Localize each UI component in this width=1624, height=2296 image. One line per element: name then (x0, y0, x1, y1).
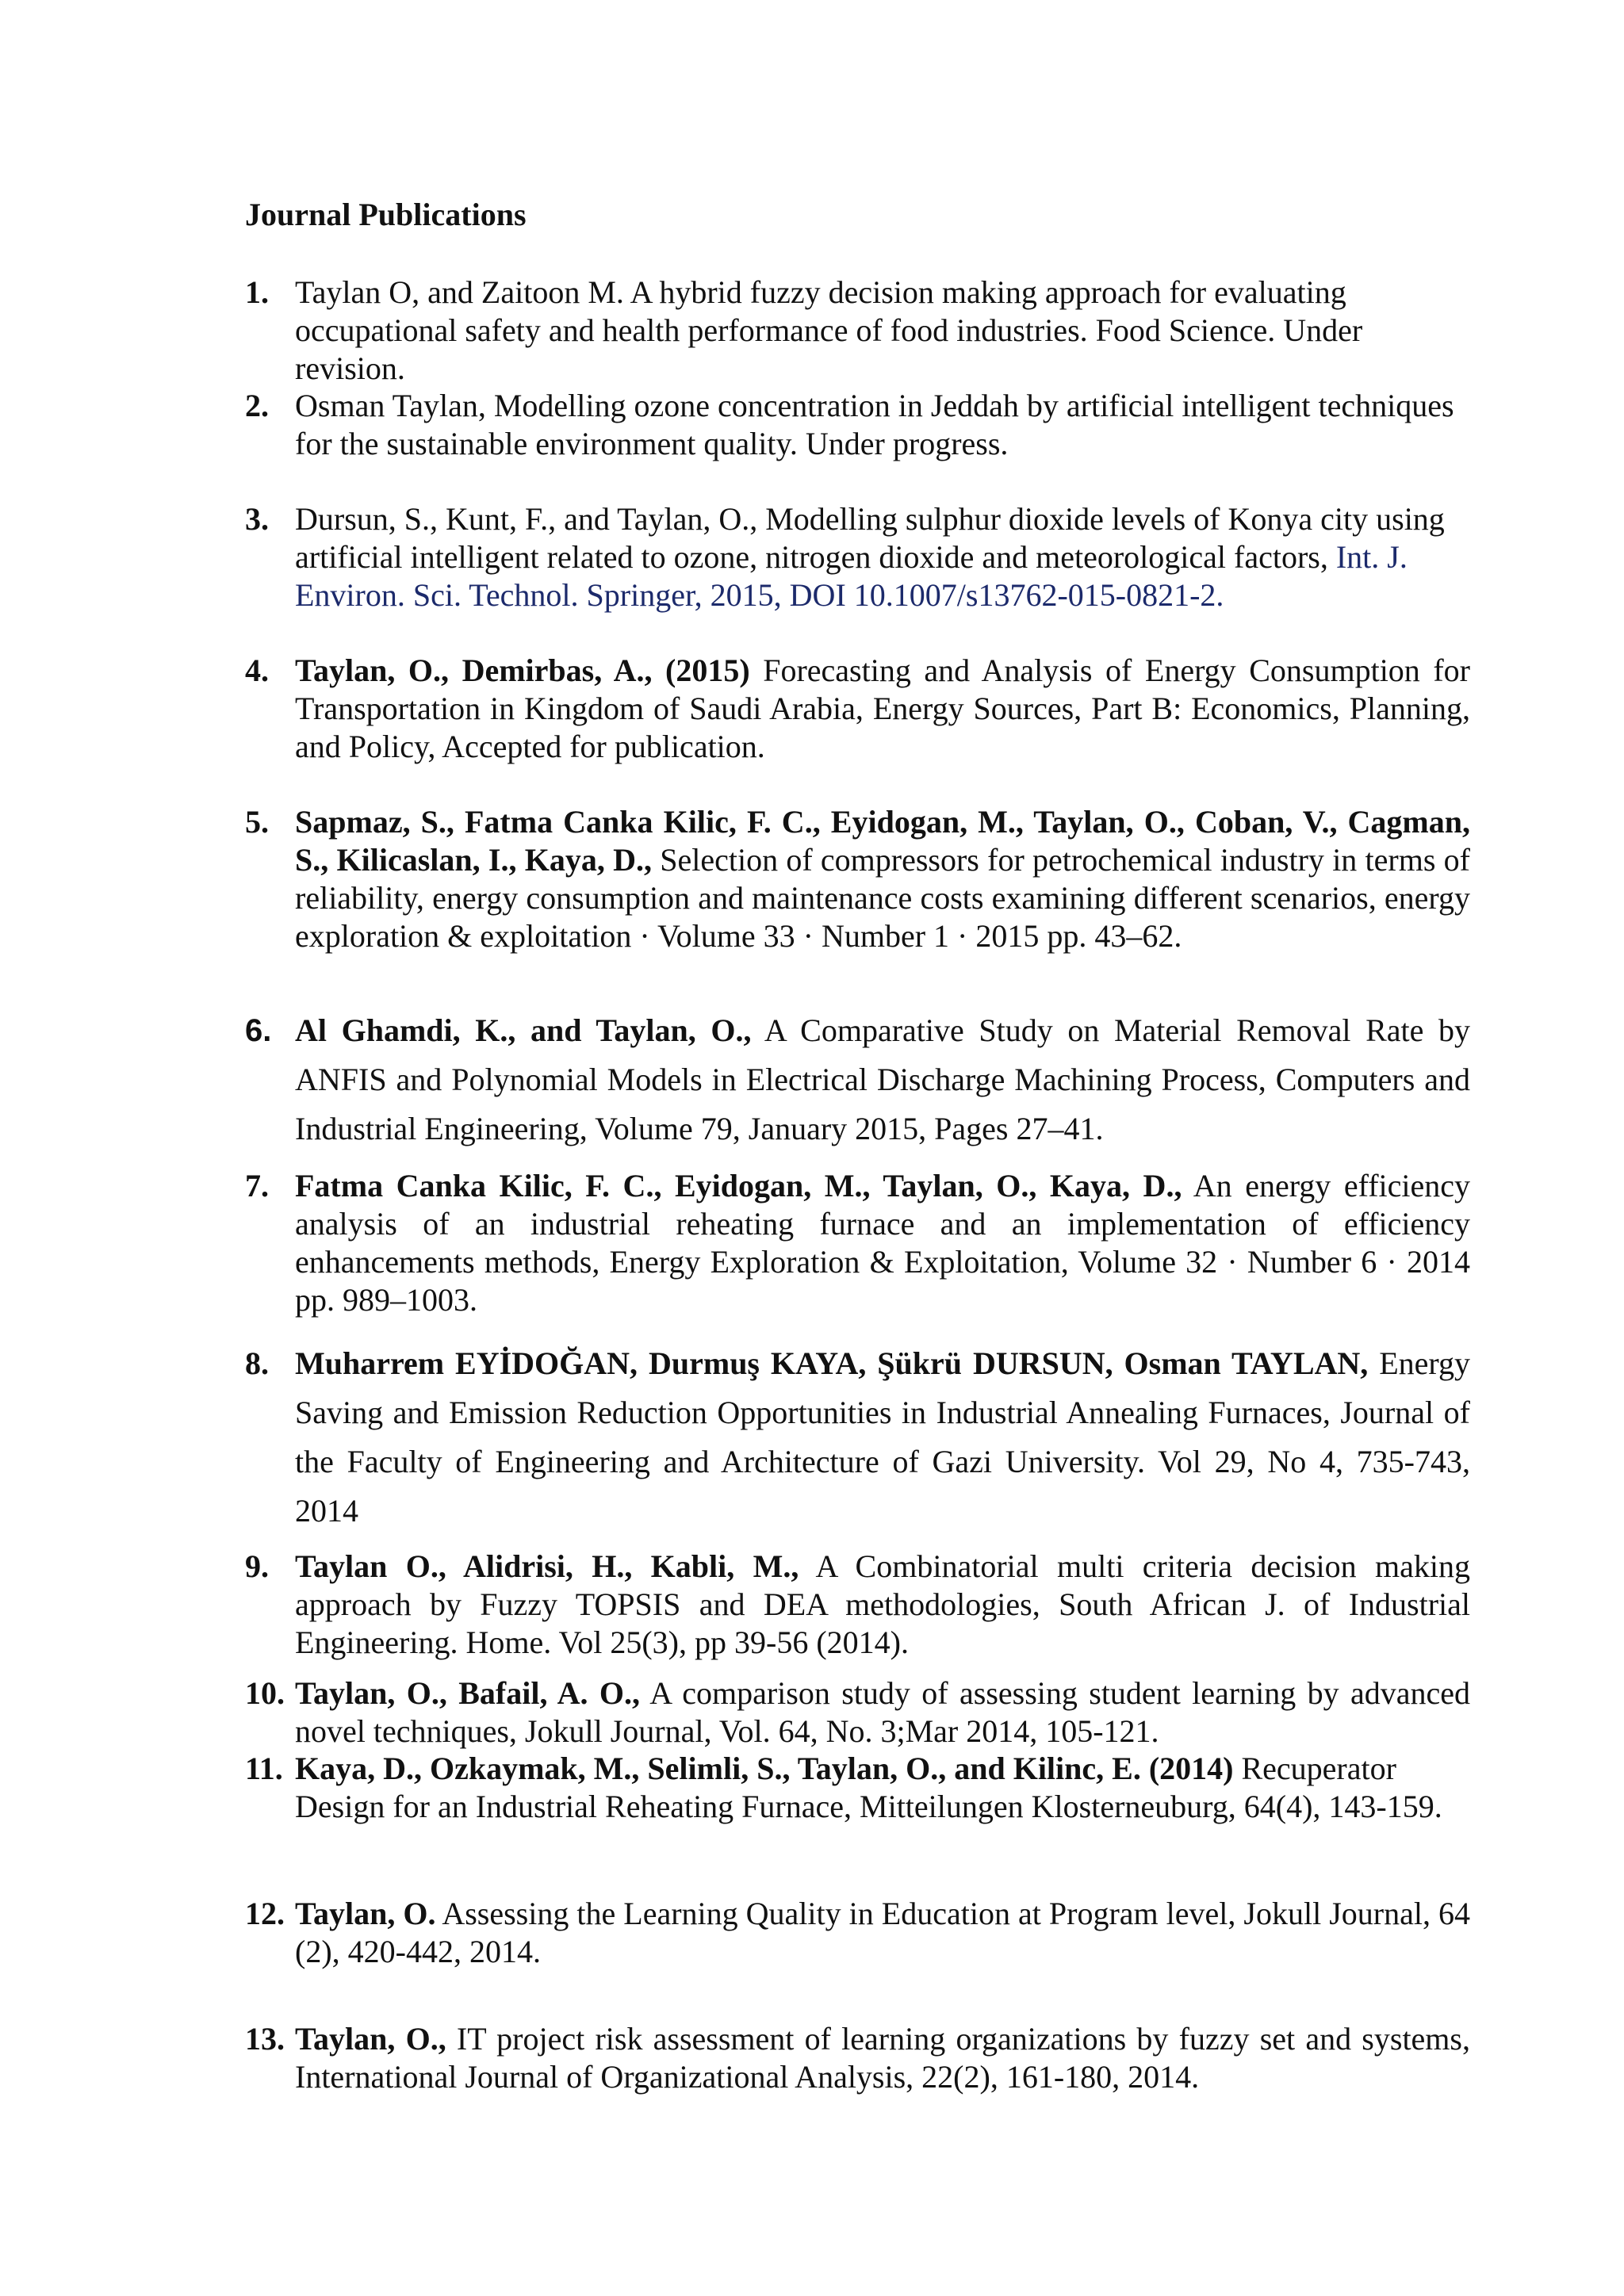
citation-authors: Taylan, O., Demirbas, A., (2015) (295, 652, 750, 688)
item-text (295, 1750, 1470, 1826)
citation-text: Recuperator Design for an Industrial Reheating Furnace, Mitteilungen Klosterneuburg, 64(4), 143-159. (295, 1751, 1442, 1824)
citation-text: An energy efficiency analysis of an industrial reheating furnace and an implementation of efficiency enhancements methods, Energy Exploration & Exploitation, Volume 32 · Number 6 · 2014 pp. 989–1003. (295, 1168, 1471, 1318)
citation-text: Osman Taylan, Modelling ozone concentration in Jeddah by artificial intelligent techniques for the sustainable environment quality. Under progress. (295, 388, 1454, 461)
item-number: 12. (245, 1896, 285, 1931)
citation-authors: Kaya, D., Ozkaymak, M., Selimli, S., Taylan, O., and Kilinc, E. (2014) (295, 1751, 1234, 1786)
item-text (295, 1167, 1470, 1319)
publication-item (245, 274, 1470, 388)
publication-item (245, 2020, 1470, 2096)
item-text (295, 1006, 1470, 1154)
citation-authors: Sapmaz, S., Fatma Canka Kilic, F. C., Eyidogan, M., Taylan, O., Coban, V., Cagman, S., Kilicaslan, I., Kaya, D., (295, 804, 1470, 878)
citation-text: Dursun, S., Kunt, F., and Taylan, O., Modelling sulphur dioxide levels of Konya city using artificial intelligent related to ozone, nitrogen dioxide and meteorological factors, (295, 501, 1445, 575)
item-number: 11. (245, 1751, 283, 1786)
item-text (295, 274, 1470, 388)
citation-authors: Taylan, O. (295, 1896, 436, 1931)
citation-text: A comparison study of assessing student learning by advanced novel techniques, Jokull Journal, Vol. 64, No. 3;Mar 2014, 105-121. (295, 1675, 1471, 1749)
citation-authors: Fatma Canka Kilic, F. C., Eyidogan, M., Taylan, O., Kaya, D., (295, 1168, 1182, 1203)
citation-doi: Int. J. Environ. Sci. Technol. Springer, 2015, DOI 10.1007/s13762-015-0821-2. (295, 539, 1408, 613)
publication-item (245, 500, 1470, 614)
citation-text: Selection of compressors for petrochemical industry in terms of reliability, energy consumption and maintenance costs examining different scenarios, energy exploration & exploitation · Volume 33 · Number 1 · 2015 pp. 43–62. (295, 842, 1470, 954)
item-number: 10. (245, 1675, 285, 1711)
citation-text: Assessing the Learning Quality in Education at Program level, Jokull Journal, 64 (2), 420-442, 2014. (295, 1896, 1471, 1969)
citation-authors: Muharrem EYİDOĞAN, Durmuş KAYA, Şükrü DURSUN, Osman TAYLAN, (295, 1345, 1369, 1381)
item-text (295, 2020, 1470, 2096)
citation-text: Taylan O, and Zaitoon M. A hybrid fuzzy decision making approach for evaluating occupational safety and health performance of food industries. Food Science. Under revision. (295, 274, 1363, 386)
publication-item (245, 1750, 1470, 1826)
item-text (295, 652, 1470, 766)
citation-text: Forecasting and Analysis of Energy Consumption for Transportation in Kingdom of Saudi Arabia, Energy Sources, Part B: Economics, Planning, and Policy, Accepted for publication. (295, 652, 1471, 764)
item-number: 2. (245, 388, 269, 423)
item-text (295, 1339, 1470, 1536)
item-number: 9. (245, 1548, 269, 1584)
citation-authors: Al Ghamdi, K., and Taylan, O., (295, 1012, 752, 1048)
item-text (295, 803, 1470, 955)
publication-item (245, 1674, 1470, 1751)
page-heading: Journal Publications (245, 197, 527, 232)
item-number: 4. (245, 652, 269, 688)
citation-text: IT project risk assessment of learning organizations by fuzzy set and systems, International Journal of Organizational Analysis, 22(2), 161-180, 2014. (295, 2021, 1470, 2095)
publication-item (245, 387, 1470, 463)
item-number: 3. (245, 501, 269, 537)
item-number: 5. (245, 804, 269, 840)
citation-text: Energy Saving and Emission Reduction Opportunities in Industrial Annealing Furnaces, Journal of the Faculty of Engineering and Architecture of Gazi University. Vol 29, No 4, 735-743, 2014 (295, 1345, 1471, 1529)
publication-item (245, 1339, 1470, 1536)
item-number: 13. (245, 2021, 285, 2057)
item-text (295, 1548, 1470, 1662)
item-text (295, 1674, 1470, 1751)
publication-item (245, 1167, 1470, 1319)
publication-item (245, 1548, 1470, 1662)
citation-authors: Taylan, O., (295, 2021, 446, 2057)
item-text (295, 1895, 1470, 1971)
citation-authors: Taylan, O., Bafail, A. O., (295, 1675, 641, 1711)
citation-authors: Taylan O., Alidrisi, H., Kabli, M., (295, 1548, 799, 1584)
item-text (295, 500, 1470, 614)
publication-item (245, 652, 1470, 766)
publication-item (245, 803, 1470, 955)
item-text (295, 387, 1470, 463)
publication-item (245, 1895, 1470, 1971)
item-number: 8. (245, 1345, 269, 1381)
publication-item (245, 1006, 1470, 1154)
item-number: 7. (245, 1168, 269, 1203)
item-number: 1. (245, 274, 269, 310)
item-number: 6. (245, 1013, 272, 1048)
citation-text: A Comparative Study on Material Removal Rate by ANFIS and Polynomial Models in Electrical Discharge Machining Process, Computers and Industrial Engineering, Volume 79, January 2015, Pages 27–41. (295, 1012, 1471, 1146)
citation-text: A Combinatorial multi criteria decision making approach by Fuzzy TOPSIS and DEA methodologies, South African J. of Industrial Engineering. Home. Vol 25(3), pp 39-56 (2014). (295, 1548, 1471, 1660)
